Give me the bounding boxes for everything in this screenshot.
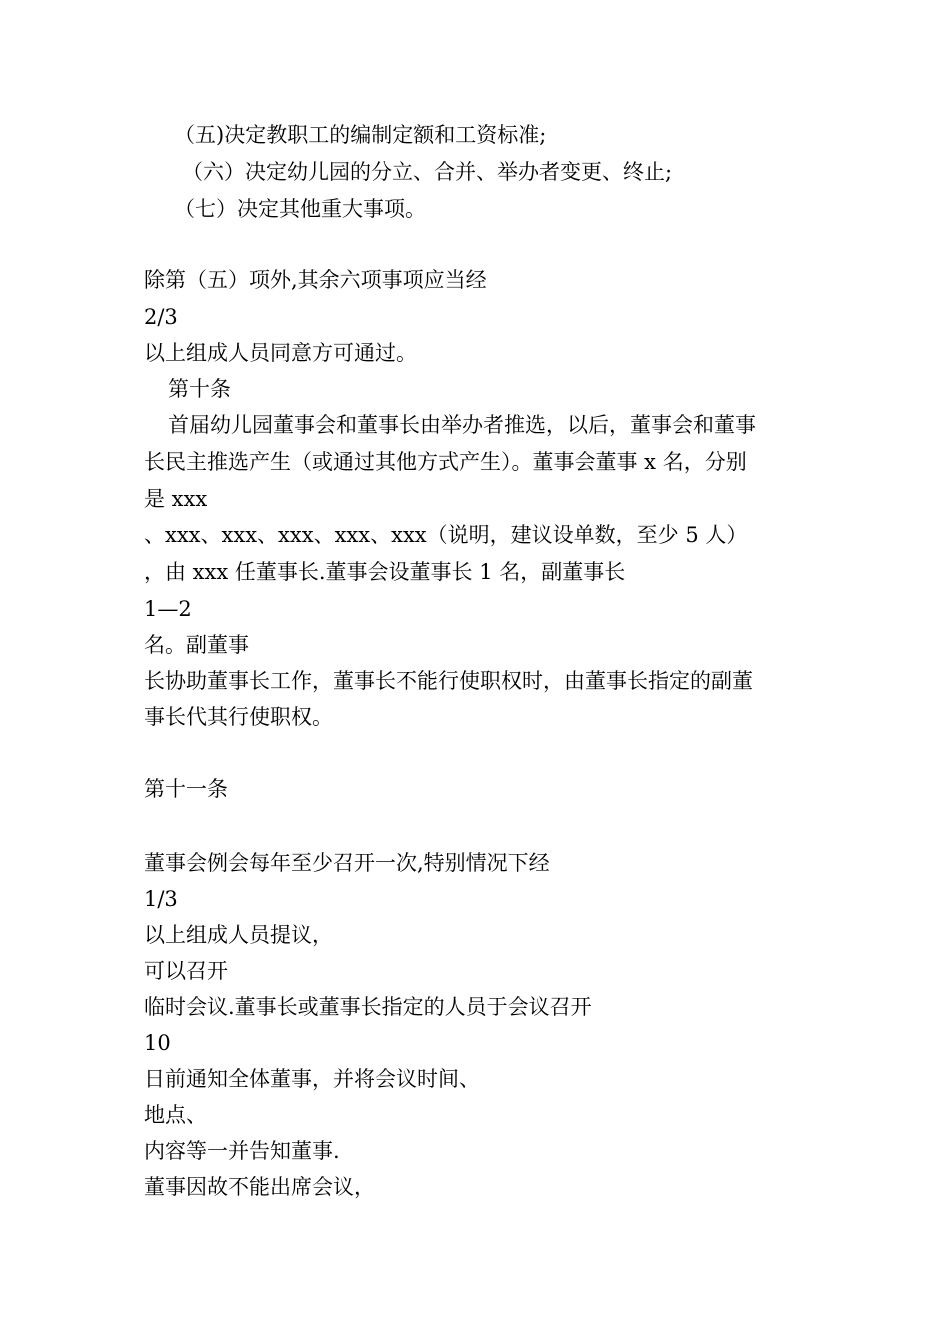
text-line: 地点、 — [144, 1103, 207, 1127]
text-line: 、xxx、xxx、xxx、xxx、xxx（说明，建议设单数，至少 5 人） — [144, 523, 748, 547]
article-eleven-heading: 第十一条 — [144, 777, 228, 801]
text-line: 1/3 — [144, 887, 178, 911]
text-line: 董事会例会每年至少召开一次,特别情况下经 — [144, 851, 550, 875]
item-five: （五)决定教职工的编制定额和工资标准; — [174, 123, 547, 147]
text-line: 是 xxx — [144, 487, 208, 511]
text-line: 日前通知全体董事，并将会议时间、 — [144, 1067, 480, 1091]
text-line: 以上组成人员同意方可通过。 — [144, 341, 417, 365]
text-line: 内容等一并告知董事. — [144, 1139, 340, 1163]
text-line: 2/3 — [144, 305, 178, 329]
text-line: 董事因故不能出席会议， — [144, 1175, 375, 1199]
text-line: 名。副董事 — [144, 633, 249, 657]
text-line: 以上组成人员提议， — [144, 923, 333, 947]
text-line: 1—2 — [144, 597, 192, 621]
text-line: ，由 xxx 任董事长.董事会设董事长 1 名，副董事长 — [144, 560, 626, 584]
text-line: 长民主推选产生（或通过其他方式产生）。董事会董事 x 名，分别 — [144, 450, 747, 474]
item-six: （六）决定幼儿园的分立、合并、举办者变更、终止; — [182, 160, 673, 184]
item-seven: （七）决定其他重大事项。 — [174, 197, 426, 221]
article-ten-heading: 第十条 — [168, 377, 231, 401]
text-line: 临时会议.董事长或董事长指定的人员于会议召开 — [144, 995, 592, 1019]
text-line: 首届幼儿园董事会和董事长由举办者推选，以后，董事会和董事 — [168, 413, 756, 437]
text-line: 除第（五）项外,其余六项事项应当经 — [144, 268, 487, 292]
text-line: 长协助董事长工作，董事长不能行使职权时，由董事长指定的副董 — [144, 669, 753, 693]
text-line: 事长代其行使职权。 — [144, 705, 333, 729]
text-line: 可以召开 — [144, 959, 228, 983]
text-line: 10 — [144, 1031, 171, 1055]
